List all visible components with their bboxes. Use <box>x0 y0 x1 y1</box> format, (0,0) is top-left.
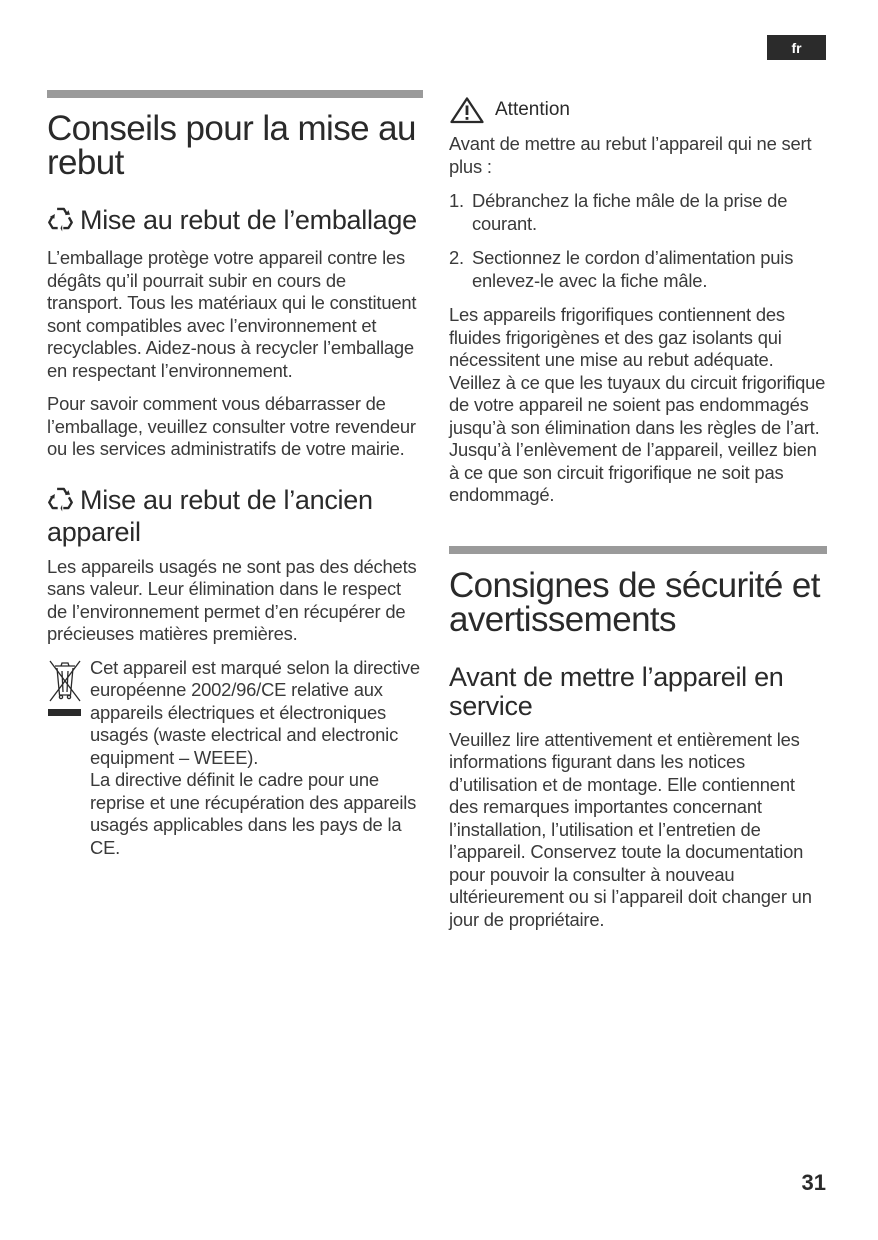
disposal-steps <box>449 190 827 292</box>
list-item: 2. Sectionnez le cordon d’alimentation puis enlevez-le avec la fiche mâle. <box>449 247 794 291</box>
refrigerant-paragraph: Les appareils frigorifiques contiennent des fluides frigorigènes et des gaz isolants qui nécessitent une mise au rebut adéquate. Veillez à ce que les tuyaux du circuit frigorifique de votre appareil ne soient pas endommagés jusqu’à son élimination dans les règles de l’art. Jusqu’à l’enlèvement de l’appareil, veillez bien à ce que son circuit frigorifique ne soit pas endommagé. <box>449 304 826 505</box>
section-rule <box>449 546 827 554</box>
recycle-icon <box>47 485 74 518</box>
attention-label: Attention <box>495 99 570 120</box>
weee-text <box>90 657 423 860</box>
section-rule <box>47 90 423 98</box>
weee-text-2: La directive définit le cadre pour une reprise et une récupération des appareils usagés applicables dans les pays de la CE. <box>90 769 417 858</box>
recycle-icon <box>47 205 74 238</box>
crossed-bin-icon <box>47 657 90 860</box>
old-appliance-heading: Mise au rebut de l’ancien appareil <box>47 484 373 547</box>
disposal-title: Conseils pour la mise au rebut <box>47 109 416 182</box>
language-tab: fr <box>767 35 826 60</box>
warning-triangle-icon <box>449 96 485 124</box>
packaging-paragraph-1: L’emballage protège votre appareil contre les dégâts qu’il pourrait subir en cours de transport. Tous les matériaux qui le constituent sont compatibles avec l’environnement et recyclables. Aidez-nous à recycler l’emballage en respectant l’environnement. <box>47 247 417 381</box>
packaging-heading: Mise au rebut de l’emballage <box>47 205 423 238</box>
right-column <box>449 90 827 931</box>
left-column <box>47 90 423 859</box>
weee-text-1: Cet appareil est marqué selon la directive européenne 2002/96/CE relative aux appareils électriques et électroniques usagés (waste electrical and electronic equipment – WEEE). <box>90 656 420 768</box>
list-item: 1. Débranchez la fiche mâle de la prise de courant. <box>449 190 788 234</box>
attention-heading <box>449 96 827 124</box>
page-number: 31 <box>801 1170 826 1195</box>
before-use-heading: Avant de mettre l’appareil en service <box>449 661 784 721</box>
safety-title: Consignes de sécurité et avertissements <box>449 565 820 639</box>
weee-block <box>47 657 423 860</box>
old-appliance-paragraph: Les appareils usagés ne sont pas des déchets sans valeur. Leur élimination dans le respect de l’environnement permet d’en récupérer de précieuses matières premières. <box>47 555 417 644</box>
safety-paragraph: Veuillez lire attentivement et entièrement les informations figurant dans les notices d’utilisation et de montage. Elle contiennent des remarques importantes concernant l’installation, l’utilisation et l’entretien de l’appareil. Conservez toute la documentation pour pouvoir la consulter à nouveau ultérieurement ou si l’appareil doit changer un jour de propriétaire. <box>449 728 812 930</box>
attention-intro: Avant de mettre au rebut l’appareil qui ne sert plus : <box>449 133 812 177</box>
packaging-paragraph-2: Pour savoir comment vous débarrasser de l’emballage, veuillez consulter votre revendeur ou les services administratifs de votre mairie. <box>47 393 416 459</box>
